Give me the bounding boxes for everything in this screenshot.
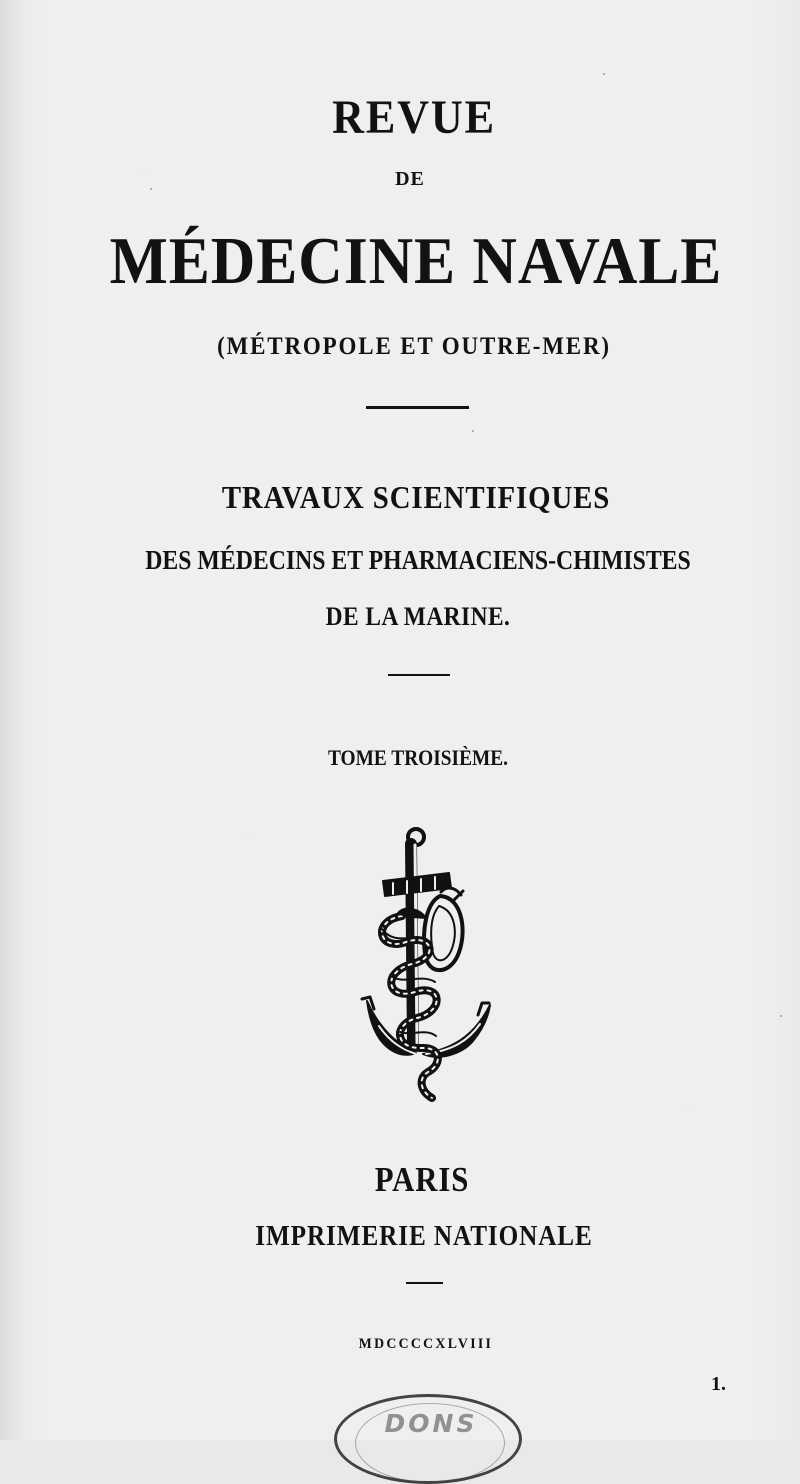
volume-label: TOME TROISIÈME. xyxy=(327,745,509,770)
section-divider xyxy=(388,674,450,676)
paper-speck xyxy=(780,1015,782,1017)
journal-kicker: REVUE xyxy=(332,91,496,144)
paper-speck xyxy=(472,430,474,432)
journal-subtitle: (MÉTROPOLE ET OUTRE-MER) xyxy=(217,333,611,360)
publication-place: PARIS xyxy=(374,1160,470,1199)
publisher-divider xyxy=(406,1282,443,1284)
library-stamp xyxy=(334,1394,522,1484)
stamp-label: DONS xyxy=(384,1409,478,1438)
paper-speck xyxy=(603,73,605,75)
section-subtitle-line: DES MÉDECINS ET PHARMACIENS-CHIMISTES xyxy=(145,545,691,575)
shelf-mark: 1. xyxy=(711,1373,726,1395)
journal-preposition: DE xyxy=(395,168,425,190)
anchor-caduceus-emblem-icon xyxy=(350,825,495,1110)
publication-year: MDCCCCXLVIII xyxy=(358,1336,494,1352)
section-subtitle-line: DE LA MARINE. xyxy=(325,602,511,631)
section-title: TRAVAUX SCIENTIFIQUES xyxy=(221,479,611,515)
publisher-name: IMPRIMERIE NATIONALE xyxy=(255,1221,593,1252)
title-divider xyxy=(366,406,469,409)
journal-title: MÉDECINE NAVALE xyxy=(109,224,723,298)
